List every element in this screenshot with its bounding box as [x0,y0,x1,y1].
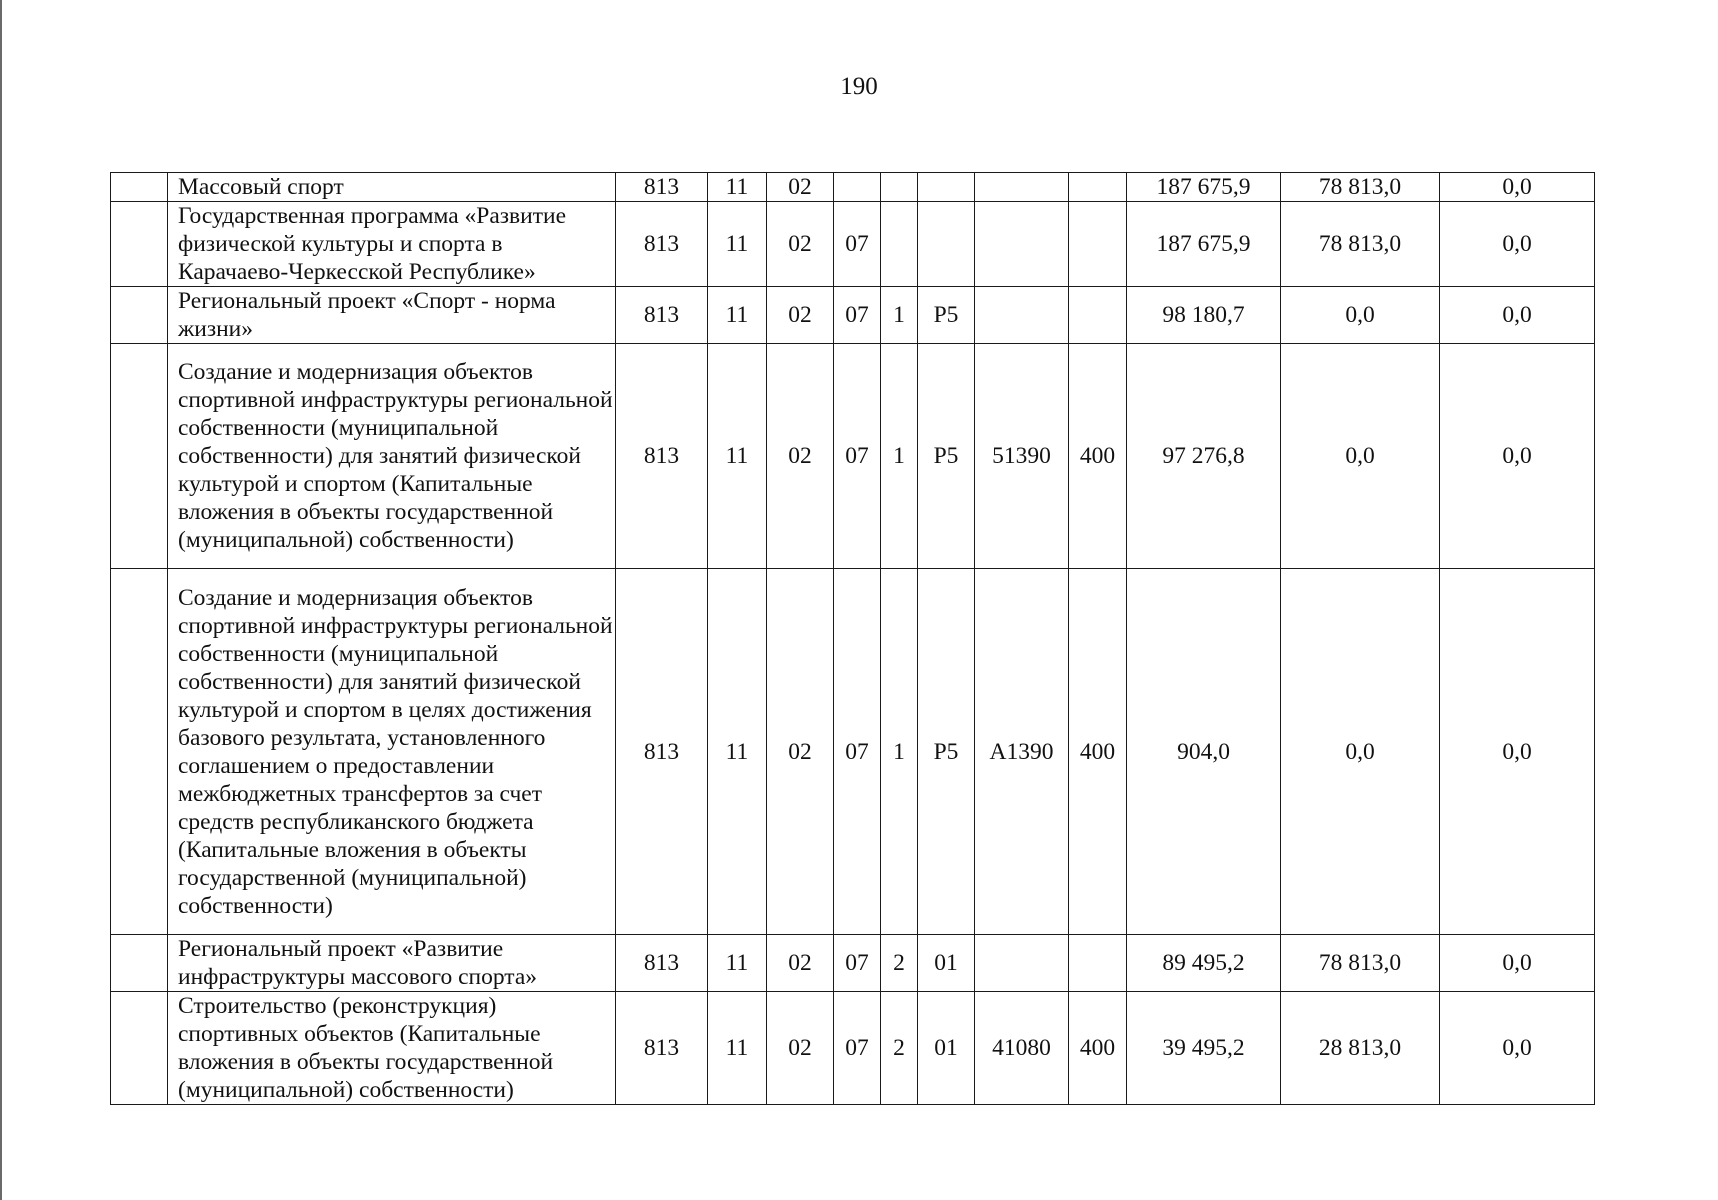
amount-3-cell: 0,0 [1440,569,1595,935]
ved-code-cell: 813 [616,287,708,344]
amount-1-cell: 89 495,2 [1127,935,1281,992]
item-name-cell: Государственная программа «Развитие физической культуры и спорта в Карачаево-Черкесской Республике» [168,202,616,287]
section-code-cell: 11 [708,202,767,287]
program-code-cell: 07 [834,569,881,935]
item-name-cell: Региональный проект «Спорт - норма жизни» [168,287,616,344]
program-code-cell: 07 [834,287,881,344]
expense-type-cell: 400 [1069,569,1127,935]
direction-code-cell [975,173,1069,202]
item-name-cell: Строительство (реконструкция) спортивных объектов (Капитальные вложения в объекты государственной (муниципальной) собственности) [168,992,616,1105]
amount-1-cell: 97 276,8 [1127,344,1281,569]
subsection-code-cell: 02 [767,935,834,992]
project-code-cell: P5 [918,344,975,569]
direction-code-cell [975,935,1069,992]
subsection-code-cell: 02 [767,569,834,935]
subsection-code-cell: 02 [767,992,834,1105]
item-name-cell: Создание и модернизация объектов спортивной инфраструктуры региональной собственности (муниципальной собственности) для занятий физической культурой и спортом в целях достижения базового результата, установленного соглашением о предоставлении межбюджетных трансфертов за счет средств республиканского бюджета (Капитальные вложения в объекты государственной (муниципальной) собственности) [168,569,616,935]
amount-2-cell: 28 813,0 [1281,992,1440,1105]
project-code-cell [918,173,975,202]
ved-code-cell: 813 [616,569,708,935]
table-row [111,202,1595,287]
section-code-cell: 11 [708,569,767,935]
subsection-code-cell: 02 [767,202,834,287]
program-code-cell: 07 [834,202,881,287]
subprogram-code-cell [881,173,918,202]
item-name-cell: Массовый спорт [168,173,616,202]
table-row [111,992,1595,1105]
row-number-cell [111,287,168,344]
project-code-cell: 01 [918,992,975,1105]
expense-type-cell [1069,173,1127,202]
amount-3-cell: 0,0 [1440,173,1595,202]
amount-3-cell: 0,0 [1440,287,1595,344]
table-row [111,173,1595,202]
amount-3-cell: 0,0 [1440,935,1595,992]
subsection-code-cell: 02 [767,173,834,202]
subsection-code-cell: 02 [767,344,834,569]
ved-code-cell: 813 [616,344,708,569]
subprogram-code-cell: 1 [881,569,918,935]
amount-2-cell: 78 813,0 [1281,173,1440,202]
ved-code-cell: 813 [616,935,708,992]
direction-code-cell: 51390 [975,344,1069,569]
row-number-cell [111,344,168,569]
amount-2-cell: 0,0 [1281,287,1440,344]
amount-2-cell: 0,0 [1281,569,1440,935]
subprogram-code-cell: 1 [881,344,918,569]
program-code-cell: 07 [834,344,881,569]
section-code-cell: 11 [708,173,767,202]
expense-type-cell [1069,202,1127,287]
row-number-cell [111,992,168,1105]
item-name-cell: Создание и модернизация объектов спортивной инфраструктуры региональной собственности (муниципальной собственности) для занятий физической культурой и спортом (Капитальные вложения в объекты государственной (муниципальной) собственности) [168,344,616,569]
program-code-cell [834,173,881,202]
amount-3-cell: 0,0 [1440,992,1595,1105]
direction-code-cell: 41080 [975,992,1069,1105]
subsection-code-cell: 02 [767,287,834,344]
amount-1-cell: 39 495,2 [1127,992,1281,1105]
subprogram-code-cell [881,202,918,287]
direction-code-cell [975,202,1069,287]
amount-1-cell: 904,0 [1127,569,1281,935]
page-number: 190 [840,73,878,100]
subprogram-code-cell: 2 [881,935,918,992]
expense-type-cell [1069,935,1127,992]
amount-3-cell: 0,0 [1440,202,1595,287]
subprogram-code-cell: 1 [881,287,918,344]
amount-1-cell: 187 675,9 [1127,202,1281,287]
amount-3-cell: 0,0 [1440,344,1595,569]
project-code-cell: 01 [918,935,975,992]
program-code-cell: 07 [834,935,881,992]
expense-type-cell: 400 [1069,992,1127,1105]
amount-1-cell: 98 180,7 [1127,287,1281,344]
project-code-cell [918,202,975,287]
amount-2-cell: 0,0 [1281,344,1440,569]
row-number-cell [111,173,168,202]
page-left-edge [0,0,2,1200]
table-row [111,344,1595,569]
direction-code-cell: A1390 [975,569,1069,935]
program-code-cell: 07 [834,992,881,1105]
row-number-cell [111,935,168,992]
table-row [111,287,1595,344]
ved-code-cell: 813 [616,173,708,202]
section-code-cell: 11 [708,344,767,569]
table-row [111,569,1595,935]
expense-type-cell: 400 [1069,344,1127,569]
row-number-cell [111,569,168,935]
row-number-cell [111,202,168,287]
budget-table [110,172,1595,1105]
ved-code-cell: 813 [616,992,708,1105]
direction-code-cell [975,287,1069,344]
project-code-cell: P5 [918,569,975,935]
table-row [111,935,1595,992]
item-name-cell: Региональный проект «Развитие инфраструктуры массового спорта» [168,935,616,992]
amount-2-cell: 78 813,0 [1281,935,1440,992]
ved-code-cell: 813 [616,202,708,287]
section-code-cell: 11 [708,992,767,1105]
project-code-cell: P5 [918,287,975,344]
section-code-cell: 11 [708,935,767,992]
amount-1-cell: 187 675,9 [1127,173,1281,202]
amount-2-cell: 78 813,0 [1281,202,1440,287]
section-code-cell: 11 [708,287,767,344]
subprogram-code-cell: 2 [881,992,918,1105]
expense-type-cell [1069,287,1127,344]
